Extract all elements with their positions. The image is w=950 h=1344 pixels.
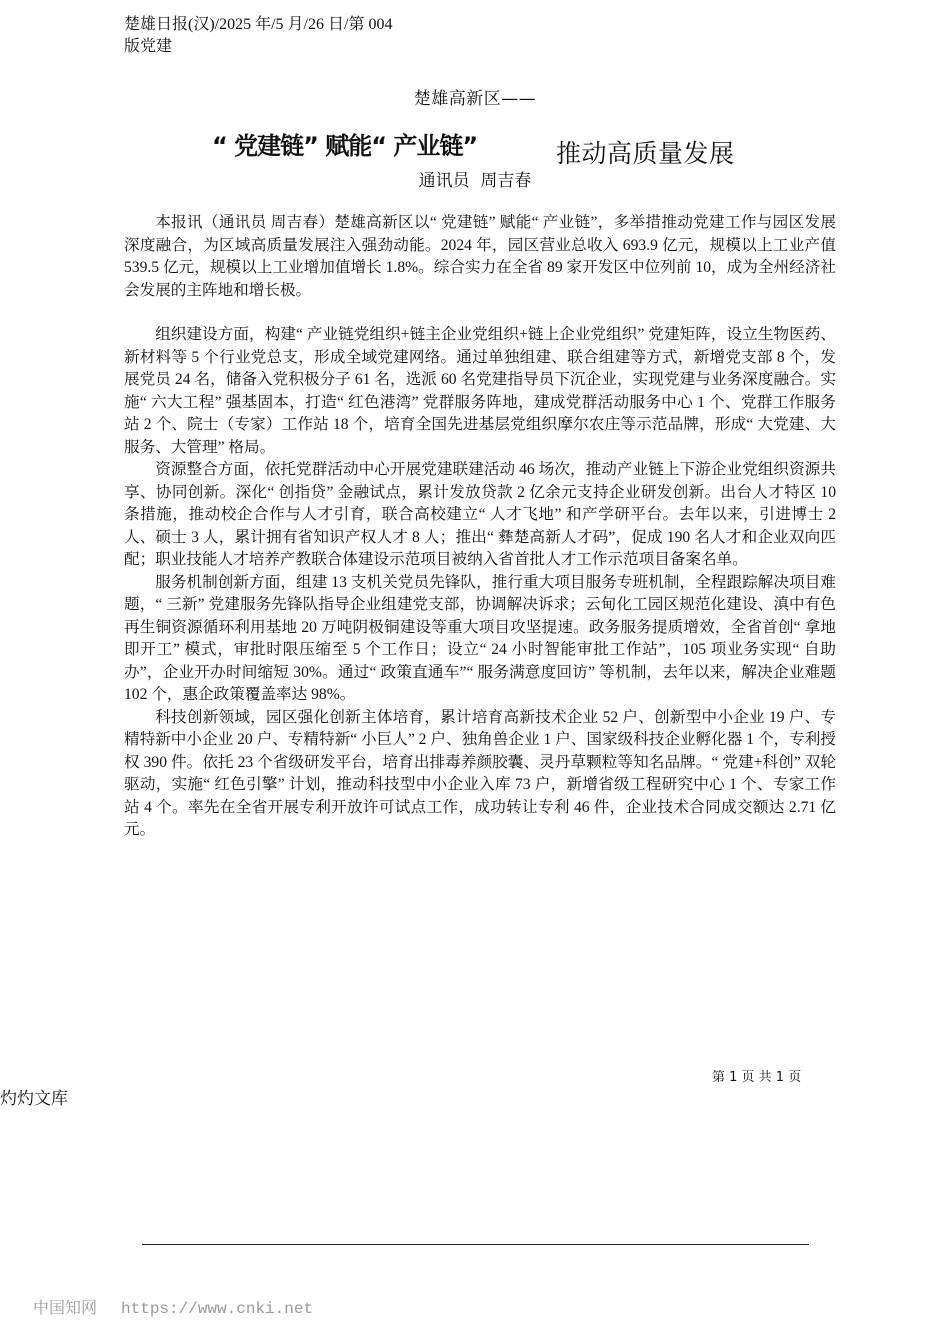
masthead-section-line: 版党建 xyxy=(124,38,173,55)
article-paragraph-lead: 本报讯（通讯员 周吉春）楚雄高新区以“ 党建链” 赋能“ 产业链”，多举措推动党建工作与园区发展深度融合，为区域高质量发展注入强劲动能。2024 年，园区营业总收入 693.9 亿元，规模以上工业产值 539.5 亿元，规模以上工业增加值增长 1.8%。综合实力在全省 89 家开发区中位列前 10，成为全州经济社会发展的主阵地和增长极。 xyxy=(124,214,836,299)
byline-role: 通讯员 xyxy=(418,171,470,191)
byline xyxy=(0,166,950,191)
headline-title-main: “ 党建链” 赋能“ 产业链” xyxy=(212,132,478,160)
byline-name: 周吉春 xyxy=(480,171,532,191)
newspaper-masthead xyxy=(124,14,424,58)
article-paragraph-innovation: 科技创新领域，园区强化创新主体培育，累计培育高新技术企业 52 户、创新型中小企业 19 户、专精特新中小企业 20 户、专精特新“ 小巨人” 2 户、独角兽企业 1 户、国家级科技企业孵化器 1 个，专利授权 390 件。依托 23 个省级研发平台，培育出排毒养颜胶囊、灵丹草颗粒等知名品牌。“ 党建+科创” 双轮驱动，实施“ 红色引擎” 计划，推动科技型中小企业入库 73 户，新增省级工程研究中心 1 个、专家工作站 4 个。率先在全省开展专利开放许可试点工作，成功转让专利 46 件，企业技术合同成交额达 2.71 亿元。 xyxy=(124,708,836,838)
page-indicator: 第 1 页 共 1 页 xyxy=(712,1070,802,1085)
article-body xyxy=(124,212,836,842)
headline-title-secondary: 推动高质量发展 xyxy=(556,139,735,168)
article-paragraph-services: 服务机制创新方面，组建 13 支机关党员先锋队，推行重大项目服务专班机制，全程跟踪解决项目难题，“ 三新” 党建服务先锋队指导企业组建党支部，协调解决诉求；云甸化工园区规范化建设、滇中有色再生铜资源循环利用基地 20 万吨阴极铜建设等重大项目攻坚提速。政务服务提质增效，全省首创“ 拿地即开工” 模式，审批时限压缩至 5 个工作日；设立“ 24 小时智能审批工作站”，105 项业务实现“ 自助办”，企业开办时间缩短 30%。通过“ 政策直通车”“ 服务满意度回访” 等机制，去年以来，解决企业难题 102 个，惠企政策覆盖率达 98%。 xyxy=(124,573,836,703)
watermark-site-name: 中国知网 xyxy=(33,1298,98,1317)
watermark-url: https://www.cnki.net xyxy=(121,1300,314,1318)
article-paragraph-resources: 资源整合方面，依托党群活动中心开展党建联建活动 46 场次，推动产业链上下游企业党组织资源共享、协同创新。深化“ 创指贷” 金融试点，累计发放贷款 2 亿余元支持企业研发创新。出台人才特区 10 条措施，推动校企合作与人才引育，联合高校建立“ 人才飞地” 和产学研平台。去年以来，引进博士 2 人、硕士 3 人，累计拥有省知识产权人才 8 人；推出“ 彝楚高新人才码”，促成 190 名人才和企业双向匹配；职业技能人才培养产教联合体建设示范项目被纳入省首批人才工作示范项目备案名单。 xyxy=(124,461,836,568)
headline-kicker: 楚雄高新区—— xyxy=(413,89,537,109)
footer-divider xyxy=(142,1244,809,1245)
masthead-source-line: 楚雄日报(汉)/2025 年/5 月/26 日/第 004 xyxy=(124,16,393,33)
cnki-watermark xyxy=(33,1295,313,1318)
article-paragraph-organization: 组织建设方面，构建“ 产业链党组织+链主企业党组织+链上企业党组织” 党建矩阵，设立生物医药、新材料等 5 个行业党总支，形成全域党建网络。通过单独组建、联合组建等方式，新增党支部 8 个，发展党员 24 名，储备入党积极分子 61 名，选派 60 名党建指导员下沉企业，实现党建与业务深度融合。实施“ 六大工程” 强基固本，打造“ 红色港湾” 党群服务阵地，建成党群活动服务中心 1 个、党群工作服务站 2 个、院士（专家）工作站 18 个，培育全国先进基层党组织摩尔农庄等示范品牌，形成“ 大党建、大服务、大管理” 格局。 xyxy=(124,326,836,456)
library-name: 灼灼文库 xyxy=(0,1089,68,1109)
